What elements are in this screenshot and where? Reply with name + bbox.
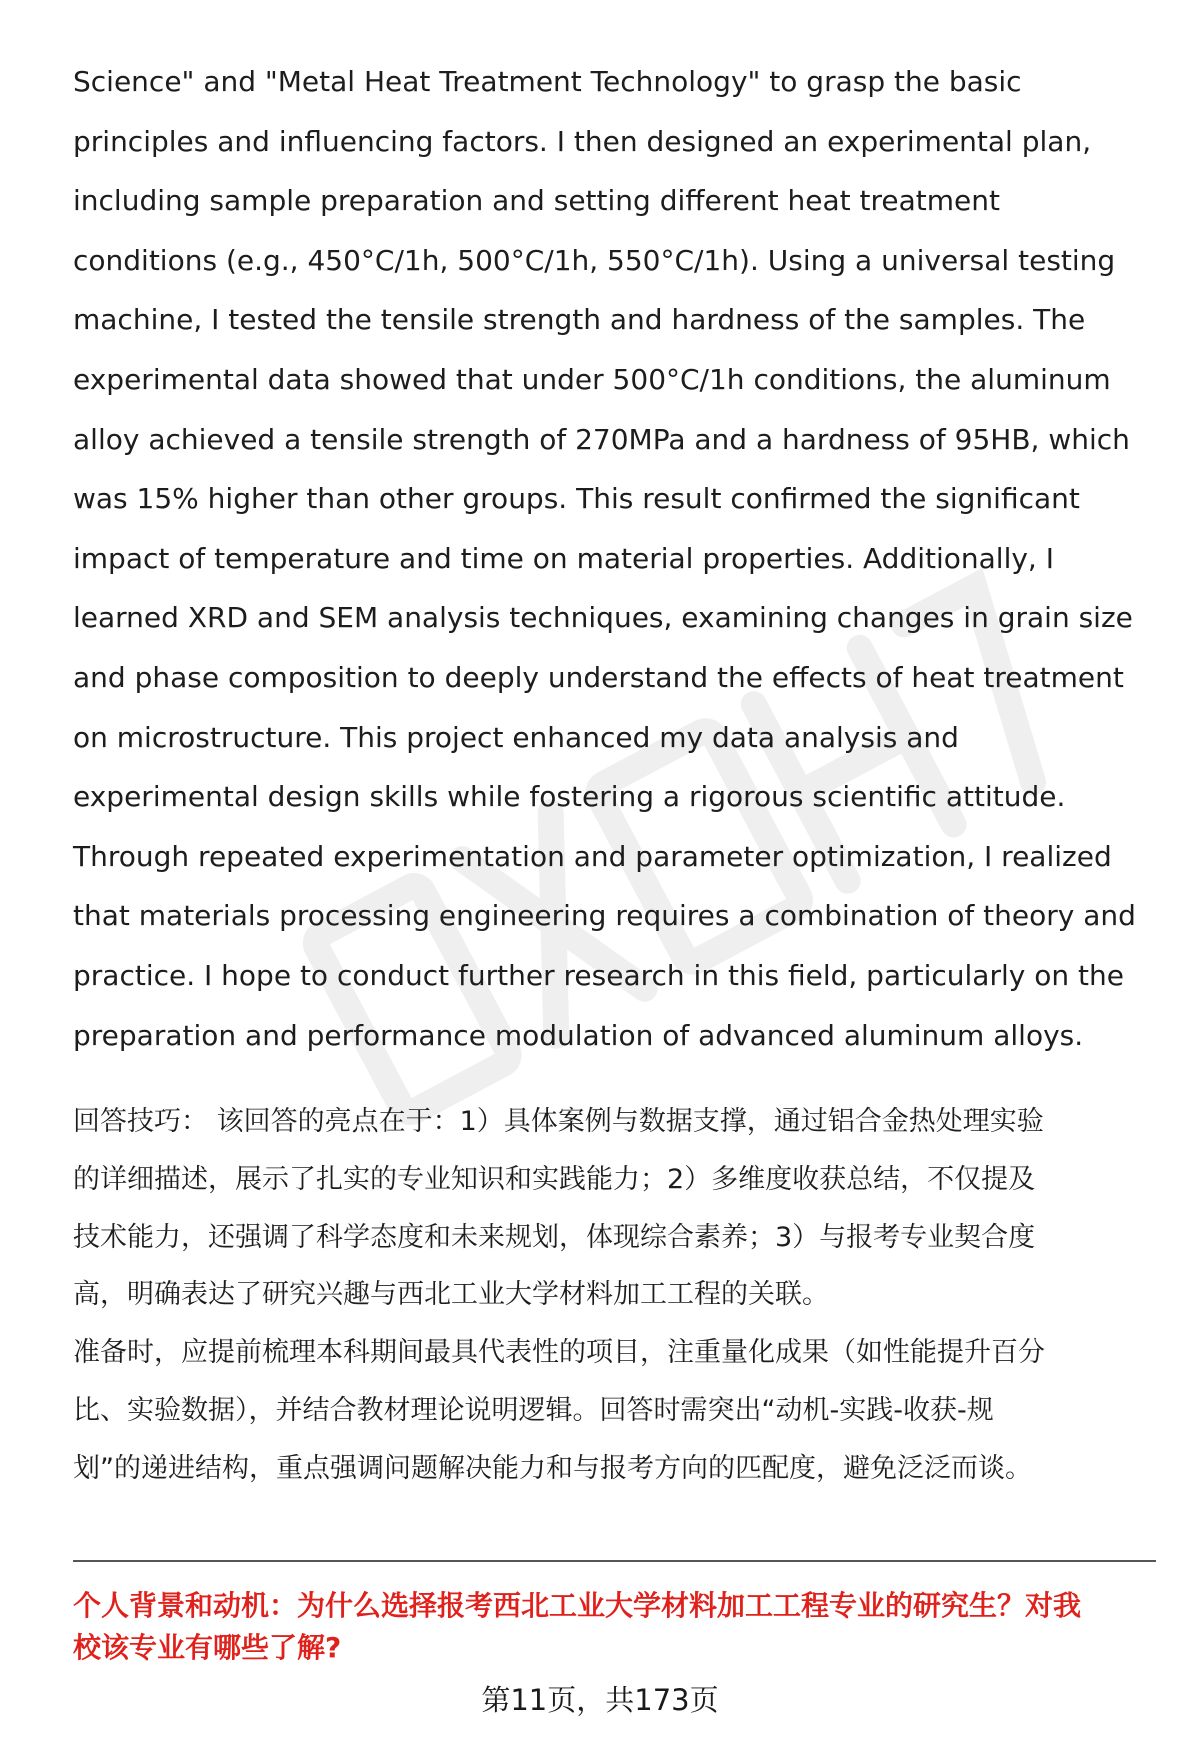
paragraph-line: principles and influencing factors. I then designed an experimental plan, (73, 124, 1092, 158)
tips-line: 划”的递进结构，重点强调问题解决能力和与报考方向的匹配度，避免泛泛而谈。 (73, 1452, 1032, 1484)
tips-line: 比、实验数据），并结合教材理论说明逻辑。回答时需突出“动机-实践-收获-规 (73, 1394, 994, 1426)
paragraph-line: alloy achieved a tensile strength of 270MPa and a hardness of 95HB, which (73, 422, 1130, 456)
paragraph-line: machine, I tested the tensile strength and hardness of the samples. The (73, 303, 1086, 337)
paragraph-line: Through repeated experimentation and parameter optimization, I realized (73, 839, 1112, 873)
paragraph-line: and phase composition to deeply understand the effects of heat treatment (73, 660, 1124, 694)
question-line: 校该专业有哪些了解? (73, 1631, 342, 1664)
paragraph-line: Science" and "Metal Heat Treatment Technology" to grasp the basic (73, 65, 1022, 98)
paragraph-line: preparation and performance modulation of advanced aluminum alloys. (73, 1018, 1084, 1052)
paragraph-line: including sample preparation and setting different heat treatment (73, 184, 1000, 218)
tips-line: 技术能力，还强调了科学态度和未来规划，体现综合素养；3）与报考专业契合度 (73, 1221, 1036, 1253)
page-number: 第11页，共173页 (481, 1683, 719, 1717)
tips-line: 回答技巧： 该回答的亮点在于：1）具体案例与数据支撑，通过铝合金热处理实验 (73, 1106, 1044, 1137)
english-paragraph (73, 52, 1163, 1065)
question-line: 个人背景和动机：为什么选择报考西北工业大学材料加工工程专业的研究生？对我 (73, 1589, 1082, 1622)
tips-line: 准备时，应提前梳理本科期间最具代表性的项目，注重量化成果（如性能提升百分 (73, 1337, 1045, 1369)
paragraph-line: conditions (e.g., 450°C/1h, 500°C/1h, 550°C/1h). Using a universal testing (73, 243, 1116, 277)
tips-line: 的详细描述，展示了扎实的专业知识和实践能力；2）多维度收获总结，不仅提及 (73, 1163, 1036, 1195)
tips-line: 高，明确表达了研究兴趣与西北工业大学材料加工工程的关联。 (73, 1279, 829, 1311)
question-heading (73, 1585, 1163, 1669)
paragraph-line: on microstructure. This project enhanced my data analysis and (73, 720, 959, 754)
paragraph-line: impact of temperature and time on material properties. Additionally, I (73, 541, 1054, 575)
paragraph-line: that materials processing engineering requires a combination of theory and (73, 899, 1136, 933)
section-divider (73, 1560, 1156, 1562)
paragraph-line: was 15% higher than other groups. This result confirmed the significant (73, 482, 1080, 516)
paragraph-line: experimental design skills while fostering a rigorous scientific attitude. (73, 780, 1066, 814)
paragraph-line: learned XRD and SEM analysis techniques, examining changes in grain size (73, 601, 1133, 635)
answer-tips-section (73, 1093, 1153, 1498)
paragraph-line: practice. I hope to conduct further research in this field, particularly on the (73, 958, 1124, 992)
paragraph-line: experimental data showed that under 500°C/1h conditions, the aluminum (73, 362, 1111, 396)
